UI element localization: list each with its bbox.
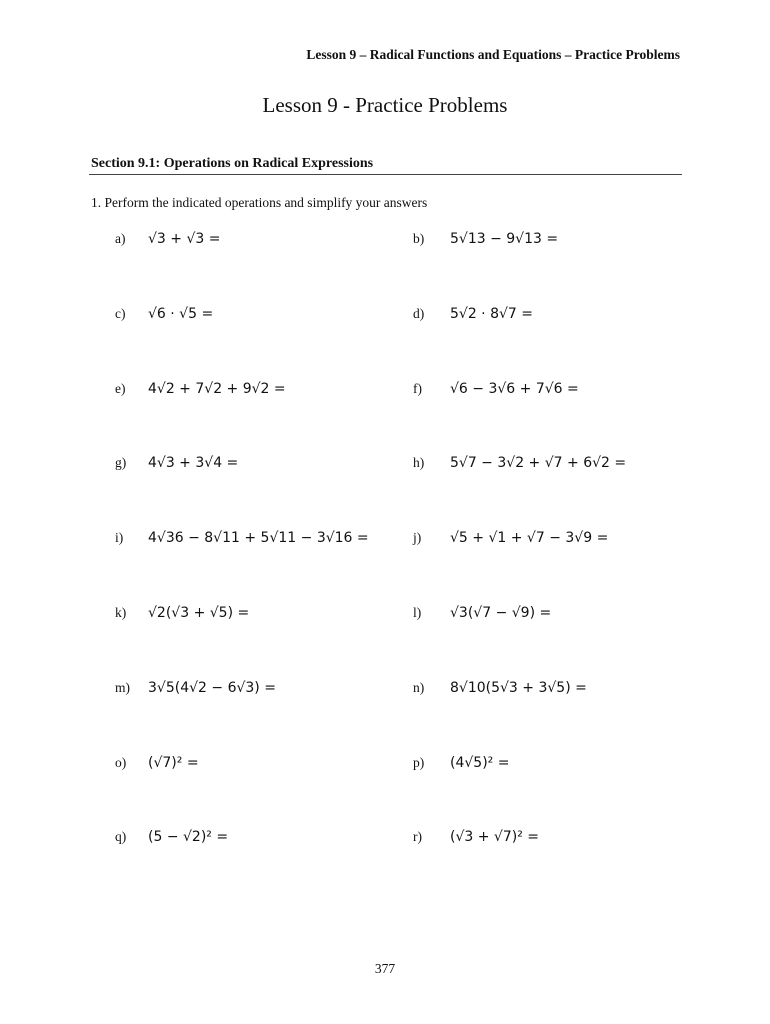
problem-label: m) <box>115 680 130 695</box>
problem-label: j) <box>413 530 422 545</box>
page-title: Lesson 9 - Practice Problems <box>262 93 508 117</box>
problem-expression: 4√2 + 7√2 + 9√2 = <box>148 381 286 397</box>
problem-expression: √6 − 3√6 + 7√6 = <box>450 381 579 397</box>
problem-expression: 5√2 · 8√7 = <box>450 306 534 322</box>
problem-expression: (5 − √2)² = <box>148 829 229 845</box>
problem-expression: 4√3 + 3√4 = <box>148 455 239 471</box>
problem-expression: √6 · √5 = <box>148 306 214 322</box>
problem-label: b) <box>413 231 425 246</box>
running-header: Lesson 9 – Radical Functions and Equations – Practice Problems <box>306 47 680 62</box>
problem-label: r) <box>413 829 422 844</box>
problem-expression: √2(√3 + √5) = <box>148 605 250 621</box>
section-title: Section 9.1: Operations on Radical Expressions <box>91 156 374 171</box>
problem-label: f) <box>413 381 422 396</box>
problem-expression: 5√7 − 3√2 + √7 + 6√2 = <box>450 455 627 471</box>
problem-label: n) <box>413 680 425 695</box>
problem-expression: 5√13 − 9√13 = <box>450 231 559 247</box>
problem-label: c) <box>115 306 126 321</box>
problem-label: i) <box>115 530 124 545</box>
problem-label: o) <box>115 755 127 770</box>
problem-expression: 3√5(4√2 − 6√3) = <box>148 680 276 696</box>
problem-expression: 4√36 − 8√11 + 5√11 − 3√16 = <box>148 530 369 546</box>
problem-label: k) <box>115 605 127 620</box>
problem-label: l) <box>413 605 422 620</box>
problem-expression: √3(√7 − √9) = <box>450 605 552 621</box>
problem-expression: (√7)² = <box>148 755 199 771</box>
problem-instruction: 1. Perform the indicated operations and simplify your answers <box>91 195 428 210</box>
problem-expression: (√3 + √7)² = <box>450 829 540 845</box>
problem-label: d) <box>413 306 425 321</box>
section-divider <box>89 174 682 175</box>
problem-expression: (4√5)² = <box>450 755 510 771</box>
problem-label: h) <box>413 455 425 470</box>
problem-label: p) <box>413 755 425 770</box>
page-number: 377 <box>374 961 396 976</box>
problem-label: e) <box>115 381 126 396</box>
problem-expression: √5 + √1 + √7 − 3√9 = <box>450 530 609 546</box>
problem-label: a) <box>115 231 126 246</box>
problem-label: g) <box>115 455 127 470</box>
problem-expression: √3 + √3 = <box>148 231 221 247</box>
problem-expression: 8√10(5√3 + 3√5) = <box>450 680 587 696</box>
problem-label: q) <box>115 829 127 844</box>
